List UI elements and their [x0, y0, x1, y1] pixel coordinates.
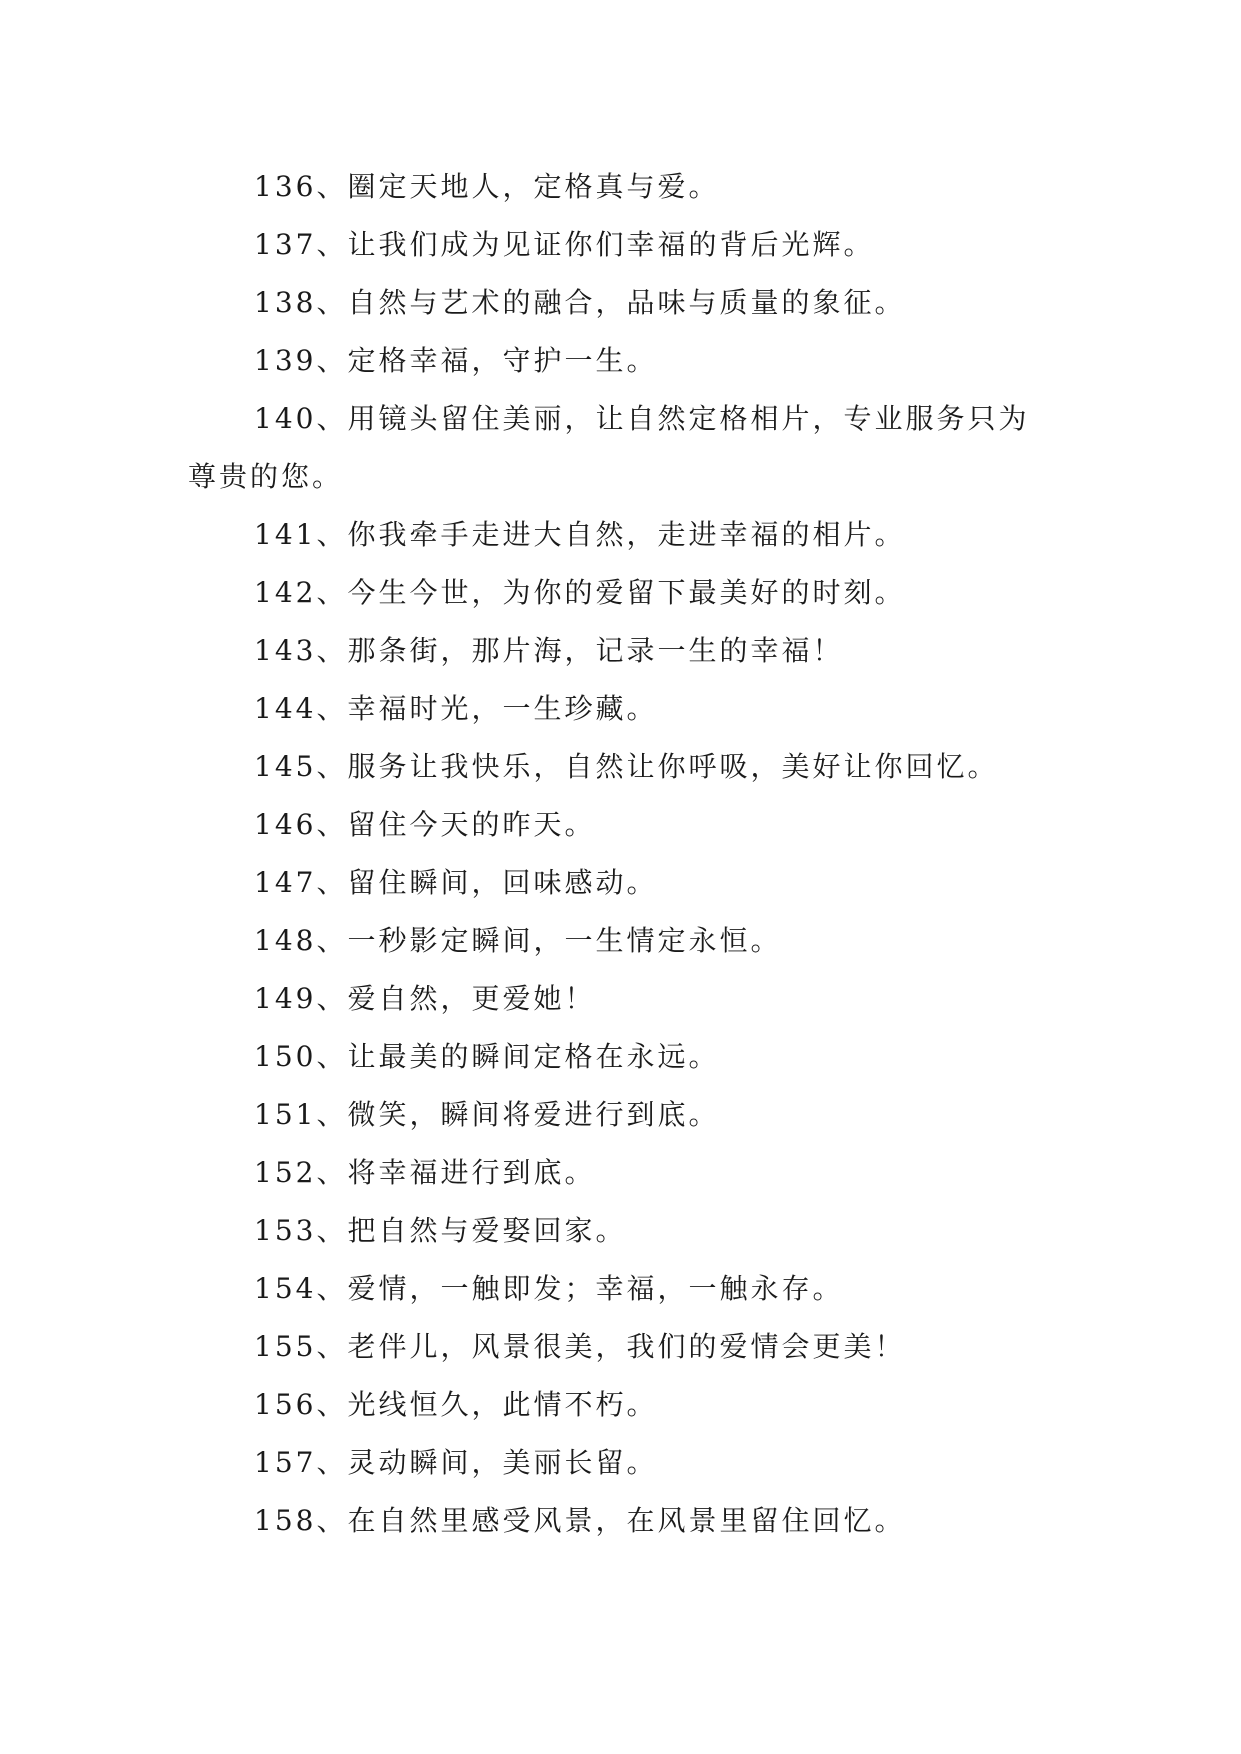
paragraph-158: 158、在自然里感受风景，在风景里留住回忆。	[254, 1504, 906, 1537]
paragraph-146: 146、留住今天的昨天。	[254, 808, 596, 841]
paragraph-151: 151、微笑，瞬间将爱进行到底。	[254, 1098, 720, 1131]
paragraph-153: 153、把自然与爱娶回家。	[254, 1214, 627, 1247]
paragraph-150: 150、让最美的瞬间定格在永远。	[254, 1040, 720, 1073]
paragraph-136: 136、圈定天地人，定格真与爱。	[254, 170, 720, 203]
paragraph-155: 155、老伴儿，风景很美，我们的爱情会更美！	[254, 1330, 906, 1363]
paragraph-139: 139、定格幸福，守护一生。	[254, 344, 658, 377]
paragraph-147: 147、留住瞬间，回味感动。	[254, 866, 658, 899]
paragraph-143: 143、那条街，那片海，记录一生的幸福！	[254, 634, 844, 667]
paragraph-149: 149、爱自然，更爱她！	[254, 982, 596, 1015]
paragraph-141: 141、你我牵手走进大自然，走进幸福的相片。	[254, 518, 906, 551]
paragraph-138: 138、自然与艺术的融合，品味与质量的象征。	[254, 286, 906, 319]
paragraph-148: 148、一秒影定瞬间，一生情定永恒。	[254, 924, 782, 957]
paragraph-156: 156、光线恒久，此情不朽。	[254, 1388, 658, 1421]
document-body	[188, 158, 1058, 1550]
paragraph-140: 140、用镜头留住美丽，让自然定格相片，专业服务只为尊贵的您。	[188, 402, 1030, 493]
paragraph-154: 154、爱情，一触即发；幸福，一触永存。	[254, 1272, 844, 1305]
paragraph-157: 157、灵动瞬间，美丽长留。	[254, 1446, 658, 1479]
paragraph-145: 145、服务让我快乐，自然让你呼吸，美好让你回忆。	[254, 750, 999, 783]
paragraph-152: 152、将幸福进行到底。	[254, 1156, 596, 1189]
paragraph-144: 144、幸福时光，一生珍藏。	[254, 692, 658, 725]
paragraph-137: 137、让我们成为见证你们幸福的背后光辉。	[254, 228, 875, 261]
paragraph-142: 142、今生今世，为你的爱留下最美好的时刻。	[254, 576, 906, 609]
